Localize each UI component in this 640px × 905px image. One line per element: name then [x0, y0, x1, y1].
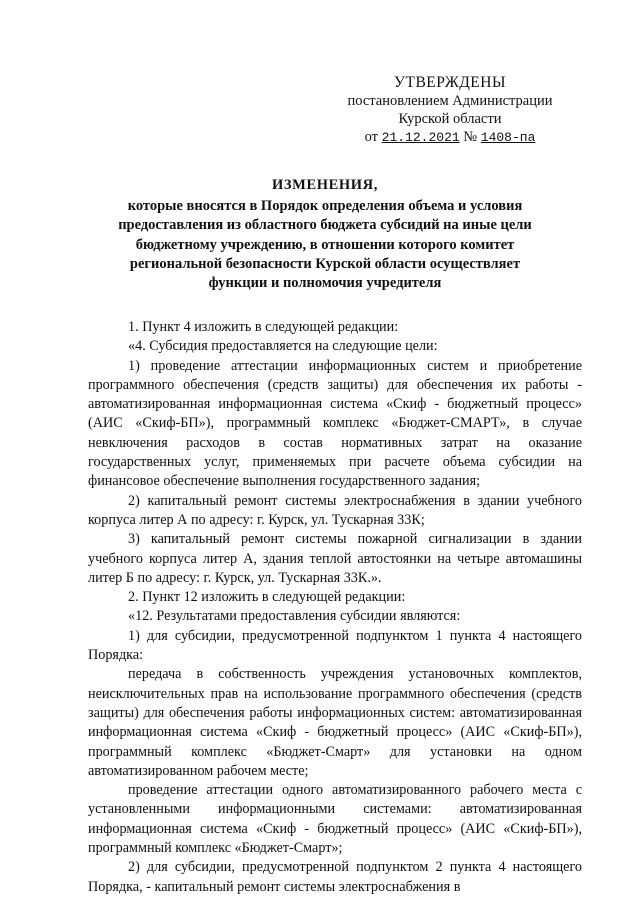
paragraph-subsidy-purposes: «4. Субсидия предоставляется на следующие цели: — [128, 338, 438, 355]
subtitle-line: региональной безопасности Курской области осуществляет — [129, 255, 521, 272]
subtitle-line: функции и полномочия учредителя — [208, 275, 442, 292]
paragraph-result-2: 2) для субсидии, предусмотренной подпунктом 2 пункта 4 настоящего Порядка, - капитальный ремонт системы электроснабжения в — [88, 859, 582, 895]
document-body — [88, 318, 582, 897]
paragraph-purpose-3: 3) капитальный ремонт системы пожарной сигнализации в здании учебного корпуса литер А, здания теплой автостоянки на четыре автомашины литер Б по адресу: г. Курск, ул. Тускарная 33К.». — [88, 531, 582, 586]
document-title-block — [92, 176, 558, 293]
approval-date-line — [300, 128, 600, 147]
paragraph-item-2: 2. Пункт 12 изложить в следующей редакции: — [128, 589, 406, 606]
paragraph-result-1-transfer: передача в собственность учреждения установочных комплектов, неисключительных прав на использование программного обеспечения (средств защиты) для обеспечения работы информационных систем: автоматизированная информационная система «Скиф - бюджетный процесс» (АИС «Скиф-БП»), программный комплекс «Бюджет-Смарт» для установки на одном автоматизированном рабочем месте; — [88, 666, 582, 779]
date-prefix: от — [364, 129, 379, 145]
subtitle-line: предоставления из областного бюджета субсидий на иные цели — [118, 217, 532, 234]
document-title: ИЗМЕНЕНИЯ, — [272, 177, 378, 193]
paragraph-purpose-2: 2) капитальный ремонт системы электроснабжения в здании учебного корпуса литер А по адресу: г. Курск, ул. Тускарная 33К; — [88, 492, 582, 528]
subtitle-line: которые вносятся в Порядок определения объема и условия — [127, 198, 523, 215]
paragraph-results-intro: «12. Результатами предоставления субсидии являются: — [128, 608, 461, 625]
approval-line-1: постановлением Администрации — [347, 93, 553, 109]
approval-date: 21.12.2021 — [381, 130, 460, 145]
approval-line-2: Курской области — [398, 111, 502, 127]
approval-stamp — [300, 74, 600, 147]
number-sign: № — [463, 129, 478, 145]
paragraph-result-1-attestation: проведение аттестации одного автоматизированного рабочего места с установленными информационными системами: автоматизированная информационная система «Скиф - бюджетный процесс» (АИС «Скиф-БП»), программный комплекс «Бюджет-Смарт»; — [88, 782, 582, 857]
approval-heading: УТВЕРЖДЕНЫ — [394, 74, 506, 91]
paragraph-item-1: 1. Пункт 4 изложить в следующей редакции: — [128, 319, 399, 335]
subtitle-line: бюджетному учреждению, в отношении которого комитет — [135, 236, 515, 253]
paragraph-purpose-1: 1) проведение аттестации информационных систем и приобретение программного обеспечения (средств защиты) для обеспечения их работы - автоматизированная информационная система «Скиф - бюджетный процесс» (АИС «Скиф-БП»), программный комплекс «Бюджет-СМАРТ», в случае невключения расходов в состав нормативных затрат на оказание государственных услуг, применяемых при расчете объема субсидии на финансовое обеспечение выполнения государственного задания; — [88, 357, 582, 490]
paragraph-result-1: 1) для субсидии, предусмотренной подпунктом 1 пункта 4 настоящего Порядка: — [88, 627, 582, 664]
approval-number: 1408-па — [480, 130, 536, 145]
